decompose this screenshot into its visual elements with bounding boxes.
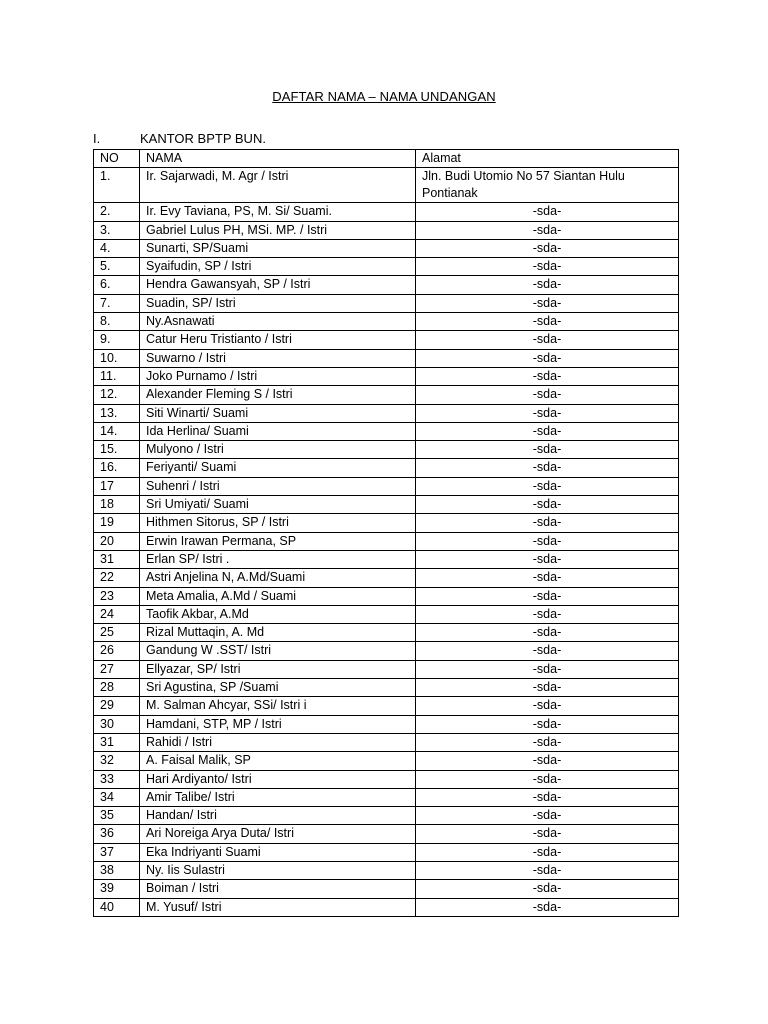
invitee-address: -sda-	[416, 807, 679, 825]
invitee-name: Alexander Fleming S / Istri	[140, 386, 416, 404]
table-row	[94, 660, 679, 678]
row-number: 23	[94, 587, 140, 605]
row-number: 5.	[94, 258, 140, 276]
table-row	[94, 642, 679, 660]
invitee-address: -sda-	[416, 660, 679, 678]
invitee-name: Ny.Asnawati	[140, 313, 416, 331]
invitee-address: -sda-	[416, 331, 679, 349]
invitee-address: -sda-	[416, 276, 679, 294]
invitee-name: Ny. Iis Sulastri	[140, 861, 416, 879]
row-number: 29	[94, 697, 140, 715]
invitee-address: -sda-	[416, 203, 679, 221]
invitee-name: Joko Purnamo / Istri	[140, 367, 416, 385]
invitee-name: Siti Winarti/ Suami	[140, 404, 416, 422]
row-number: 38	[94, 861, 140, 879]
row-number: 28	[94, 679, 140, 697]
row-number: 35	[94, 807, 140, 825]
table-row	[94, 496, 679, 514]
invitee-name: Amir Talibe/ Istri	[140, 788, 416, 806]
invitee-address: -sda-	[416, 221, 679, 239]
invitee-address: Jln. Budi Utomio No 57 Siantan Hulu Pontianak	[416, 168, 679, 203]
invitee-name: Catur Heru Tristianto / Istri	[140, 331, 416, 349]
row-number: 3.	[94, 221, 140, 239]
row-number: 7.	[94, 294, 140, 312]
section-heading	[93, 131, 266, 146]
invitee-name: Erlan SP/ Istri .	[140, 550, 416, 568]
invitee-name: Suadin, SP/ Istri	[140, 294, 416, 312]
table-row	[94, 843, 679, 861]
invitee-address: -sda-	[416, 752, 679, 770]
invitee-name: Ir. Evy Taviana, PS, M. Si/ Suami.	[140, 203, 416, 221]
invitee-address: -sda-	[416, 880, 679, 898]
table-row	[94, 697, 679, 715]
document-title: DAFTAR NAMA – NAMA UNDANGAN	[272, 89, 496, 104]
invitee-name: Suhenri / Istri	[140, 477, 416, 495]
invitee-name: Mulyono / Istri	[140, 441, 416, 459]
row-number: 15.	[94, 441, 140, 459]
invitee-address: -sda-	[416, 898, 679, 916]
invitee-address: -sda-	[416, 715, 679, 733]
invitee-address: -sda-	[416, 569, 679, 587]
table-header-row	[94, 150, 679, 168]
table-row	[94, 203, 679, 221]
table-row	[94, 770, 679, 788]
invitee-name: Ellyazar, SP/ Istri	[140, 660, 416, 678]
row-number: 18	[94, 496, 140, 514]
table-row	[94, 294, 679, 312]
table-row	[94, 825, 679, 843]
invitee-address: -sda-	[416, 679, 679, 697]
row-number: 4.	[94, 239, 140, 257]
invitee-address: -sda-	[416, 349, 679, 367]
table-row	[94, 386, 679, 404]
row-number: 17	[94, 477, 140, 495]
table-row	[94, 752, 679, 770]
invitee-name: Hithmen Sitorus, SP / Istri	[140, 514, 416, 532]
row-number: 9.	[94, 331, 140, 349]
row-number: 13.	[94, 404, 140, 422]
table-row	[94, 861, 679, 879]
row-number: 27	[94, 660, 140, 678]
invitee-address: -sda-	[416, 624, 679, 642]
table-row	[94, 569, 679, 587]
invitee-name: Meta Amalia, A.Md / Suami	[140, 587, 416, 605]
table-row	[94, 276, 679, 294]
invitee-name: Rahidi / Istri	[140, 733, 416, 751]
row-number: 25	[94, 624, 140, 642]
invitee-name: Ir. Sajarwadi, M. Agr / Istri	[140, 168, 416, 203]
invitee-address: -sda-	[416, 367, 679, 385]
invitee-address: -sda-	[416, 239, 679, 257]
invitee-name: Sri Agustina, SP /Suami	[140, 679, 416, 697]
table-row	[94, 715, 679, 733]
invitee-address: -sda-	[416, 258, 679, 276]
table-row	[94, 532, 679, 550]
invitee-address: -sda-	[416, 550, 679, 568]
row-number: 20	[94, 532, 140, 550]
row-number: 37	[94, 843, 140, 861]
row-number: 1.	[94, 168, 140, 203]
invitee-address: -sda-	[416, 788, 679, 806]
invitee-address: -sda-	[416, 441, 679, 459]
row-number: 30	[94, 715, 140, 733]
table-row	[94, 313, 679, 331]
table-row	[94, 898, 679, 916]
invitee-name: Hendra Gawansyah, SP / Istri	[140, 276, 416, 294]
table-row	[94, 367, 679, 385]
column-header-address: Alamat	[416, 150, 679, 168]
table-body	[94, 168, 679, 917]
table-row	[94, 880, 679, 898]
invitee-name: A. Faisal Malik, SP	[140, 752, 416, 770]
table-row	[94, 807, 679, 825]
invitee-name: M. Yusuf/ Istri	[140, 898, 416, 916]
invitee-address: -sda-	[416, 861, 679, 879]
table-row	[94, 605, 679, 623]
invitee-address: -sda-	[416, 496, 679, 514]
row-number: 10.	[94, 349, 140, 367]
row-number: 8.	[94, 313, 140, 331]
invitee-address: -sda-	[416, 605, 679, 623]
invitee-name: Hamdani, STP, MP / Istri	[140, 715, 416, 733]
row-number: 31	[94, 550, 140, 568]
invitee-name: Suwarno / Istri	[140, 349, 416, 367]
row-number: 39	[94, 880, 140, 898]
invitee-address: -sda-	[416, 697, 679, 715]
column-header-no: NO	[94, 150, 140, 168]
invitee-name: Ari Noreiga Arya Duta/ Istri	[140, 825, 416, 843]
table-row	[94, 679, 679, 697]
row-number: 24	[94, 605, 140, 623]
row-number: 26	[94, 642, 140, 660]
table-row	[94, 221, 679, 239]
table-row	[94, 168, 679, 203]
invitee-name: Astri Anjelina N, A.Md/Suami	[140, 569, 416, 587]
invitee-address: -sda-	[416, 825, 679, 843]
invitee-name: Feriyanti/ Suami	[140, 459, 416, 477]
row-number: 14.	[94, 422, 140, 440]
invitee-address: -sda-	[416, 422, 679, 440]
column-header-name: NAMA	[140, 150, 416, 168]
table-row	[94, 331, 679, 349]
invitee-address: -sda-	[416, 313, 679, 331]
row-number: 16.	[94, 459, 140, 477]
row-number: 12.	[94, 386, 140, 404]
invitee-address: -sda-	[416, 477, 679, 495]
table-row	[94, 258, 679, 276]
invitee-name: Boiman / Istri	[140, 880, 416, 898]
invitee-address: -sda-	[416, 294, 679, 312]
invitee-address: -sda-	[416, 514, 679, 532]
table-row	[94, 349, 679, 367]
table-row	[94, 404, 679, 422]
table-row	[94, 477, 679, 495]
invitee-address: -sda-	[416, 459, 679, 477]
invitee-name: M. Salman Ahcyar, SSi/ Istri i	[140, 697, 416, 715]
row-number: 40	[94, 898, 140, 916]
invitee-name: Handan/ Istri	[140, 807, 416, 825]
invitee-name: Erwin Irawan Permana, SP	[140, 532, 416, 550]
invitee-name: Gandung W .SST/ Istri	[140, 642, 416, 660]
row-number: 22	[94, 569, 140, 587]
table-row	[94, 733, 679, 751]
invitee-address: -sda-	[416, 532, 679, 550]
invitee-address: -sda-	[416, 386, 679, 404]
invitee-address: -sda-	[416, 843, 679, 861]
row-number: 19	[94, 514, 140, 532]
table-row	[94, 624, 679, 642]
table-row	[94, 459, 679, 477]
invitee-name: Sunarti, SP/Suami	[140, 239, 416, 257]
table-row	[94, 422, 679, 440]
invitee-address: -sda-	[416, 642, 679, 660]
table-row	[94, 514, 679, 532]
row-number: 31	[94, 733, 140, 751]
invitee-name: Ida Herlina/ Suami	[140, 422, 416, 440]
invitee-name: Sri Umiyati/ Suami	[140, 496, 416, 514]
invitee-table	[93, 149, 679, 917]
invitee-address: -sda-	[416, 587, 679, 605]
row-number: 6.	[94, 276, 140, 294]
invitee-address: -sda-	[416, 733, 679, 751]
invitee-address: -sda-	[416, 404, 679, 422]
row-number: 33	[94, 770, 140, 788]
invitee-name: Taofik Akbar, A.Md	[140, 605, 416, 623]
table-row	[94, 441, 679, 459]
row-number: 2.	[94, 203, 140, 221]
row-number: 32	[94, 752, 140, 770]
invitee-address: -sda-	[416, 770, 679, 788]
section-number: I.	[93, 131, 101, 146]
table-row	[94, 788, 679, 806]
section-title: KANTOR BPTP BUN.	[140, 131, 266, 146]
row-number: 36	[94, 825, 140, 843]
invitee-name: Syaifudin, SP / Istri	[140, 258, 416, 276]
invitee-name: Hari Ardiyanto/ Istri	[140, 770, 416, 788]
invitee-name: Rizal Muttaqin, A. Md	[140, 624, 416, 642]
table-row	[94, 587, 679, 605]
table-row	[94, 239, 679, 257]
row-number: 11.	[94, 367, 140, 385]
row-number: 34	[94, 788, 140, 806]
invitee-name: Gabriel Lulus PH, MSi. MP. / Istri	[140, 221, 416, 239]
invitee-name: Eka Indriyanti Suami	[140, 843, 416, 861]
table-row	[94, 550, 679, 568]
